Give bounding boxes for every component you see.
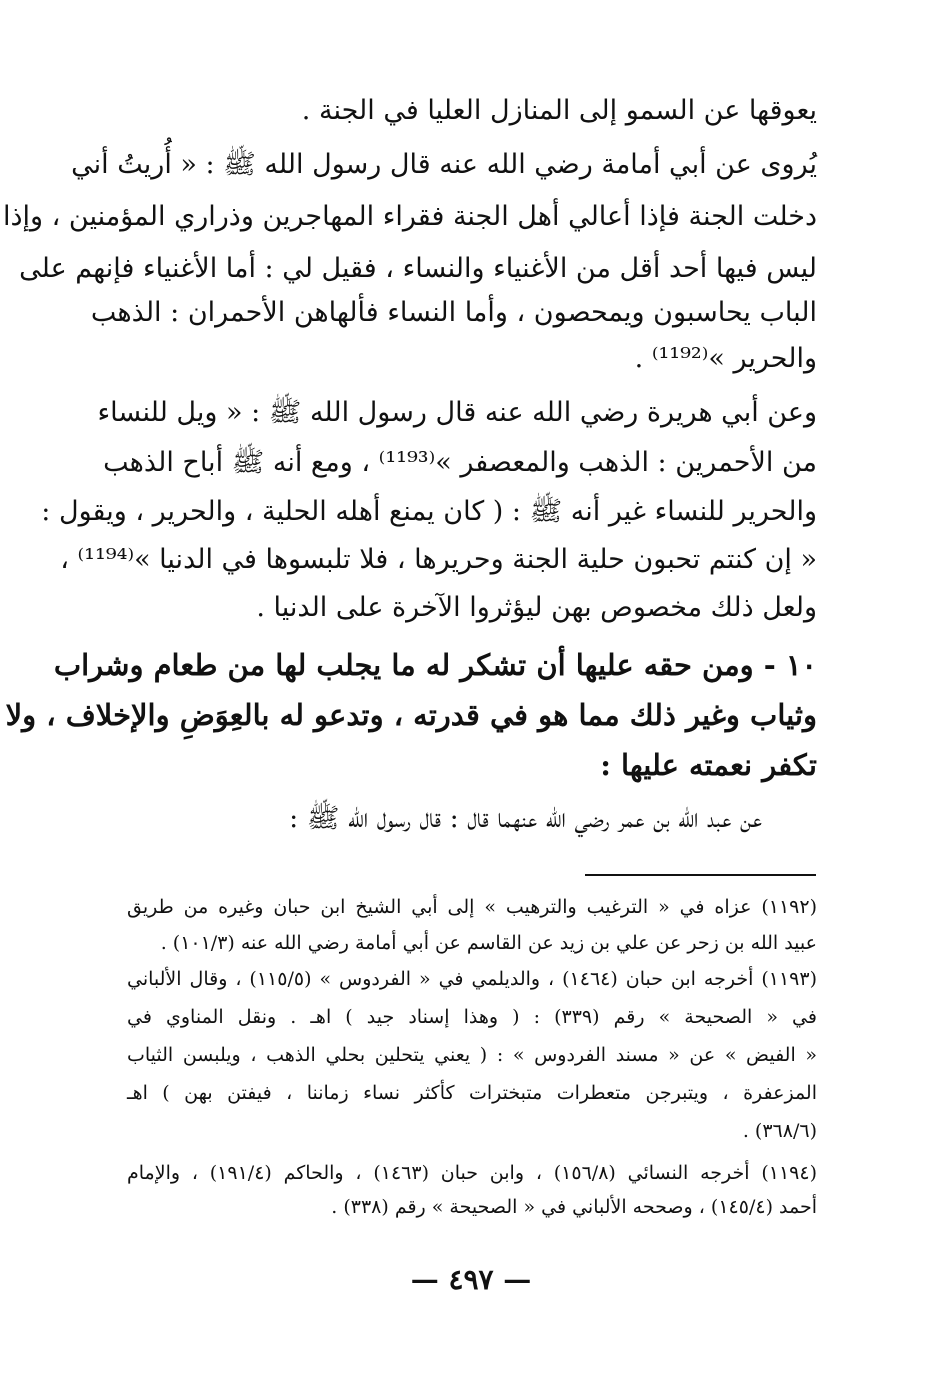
body-line: عن عبد الله بن عمر رضي الله عنهما قال : قال رسول الله ﷺ : xyxy=(289,803,762,834)
footnote-line: (١١٩٣) أخرجه ابن حبان (١٤٦٤) ، والديلمي في « الفردوس » (١١٥/٥) ، وقال الألباني xyxy=(127,968,817,990)
footnote-line: (٣٦٨/٦) . xyxy=(742,1120,817,1142)
body-line: ليس فيها أحد أقل من الأغنياء والنساء ، فقيل لي : أما الأغنياء فإنهم على xyxy=(19,253,817,284)
body-line: والحرير »⁽¹¹⁹²⁾ . xyxy=(634,343,817,374)
footnote-line: المزعفرة ، ويتبرجن متعطرات متبخترات كأكثر نساء زماننا ، فيفتن بهن ) اهـ xyxy=(127,1082,817,1104)
body-line: يعوقها عن السمو إلى المنازل العليا في الجنة . xyxy=(301,95,817,126)
body-line: الباب يحاسبون ويمحصون ، وأما النساء فألهاهن الأحمران : الذهب xyxy=(90,297,817,328)
body-line: « إن كنتم تحبون حلية الجنة وحريرها ، فلا تلبسوها في الدنيا »⁽¹¹⁹⁴⁾ ، xyxy=(60,544,817,575)
body-line: دخلت الجنة فإذا أعالي أهل الجنة فقراء المهاجرين وذراري المؤمنين ، وإذا xyxy=(2,201,817,232)
footnote-line: « الفيض » عن « مسند الفردوس » : ( يعني يتحلين بحلي الذهب ، ويلبسن الثياب xyxy=(127,1044,817,1066)
footnote-line: (١١٩٢) عزاه في « الترغيب والترهيب » إلى أبي الشيخ ابن حبان وغيره من طريق xyxy=(127,896,817,918)
section-heading-line: تكفر نعمته عليها : xyxy=(600,748,817,782)
footnote-line: عبيد الله بن زحر عن علي بن زيد عن القاسم عن أبي أمامة رضي الله عنه (١٠١/٣) . xyxy=(160,932,817,954)
footnote-divider xyxy=(585,874,816,876)
footnote-line: أحمد (١٤٥/٤) ، وصححه الألباني في « الصحيحة » رقم (٣٣٨) . xyxy=(331,1196,817,1218)
body-line: من الأحمرين : الذهب والمعصفر »⁽¹¹⁹³⁾ ، ومع أنه ﷺ أباح الذهب xyxy=(103,447,817,478)
page-number: — ٤٩٧ — xyxy=(410,1263,532,1296)
section-heading-line: ١٠ - ومن حقه عليها أن تشكر له ما يجلب لها من طعام وشراب xyxy=(53,648,817,682)
footnote-line: في « الصحيحة » رقم (٣٣٩) : ( وهذا إسناد جيد ) اهـ . ونقل المناوي في xyxy=(127,1006,817,1028)
body-line: وعن أبي هريرة رضي الله عنه قال رسول الله ﷺ : « ويل للنساء xyxy=(97,397,817,428)
section-heading-line: وثياب وغير ذلك مما هو في قدرته ، وتدعو له بالعِوَضِ والإخلاف ، ولا xyxy=(5,698,817,732)
body-line: يُروى عن أبي أمامة رضي الله عنه قال رسول الله ﷺ : « أُريتُ أني xyxy=(71,149,817,180)
body-line: ولعل ذلك مخصوص بهن ليؤثروا الآخرة على الدنيا . xyxy=(256,592,817,623)
body-line: والحرير للنساء غير أنه ﷺ : ( كان يمنع أهله الحلية ، والحرير ، ويقول : xyxy=(41,496,817,527)
footnote-line: (١١٩٤) أخرجه النسائي (١٥٦/٨) ، وابن حبان (١٤٦٣) ، والحاكم (١٩١/٤) ، والإمام xyxy=(127,1162,817,1184)
